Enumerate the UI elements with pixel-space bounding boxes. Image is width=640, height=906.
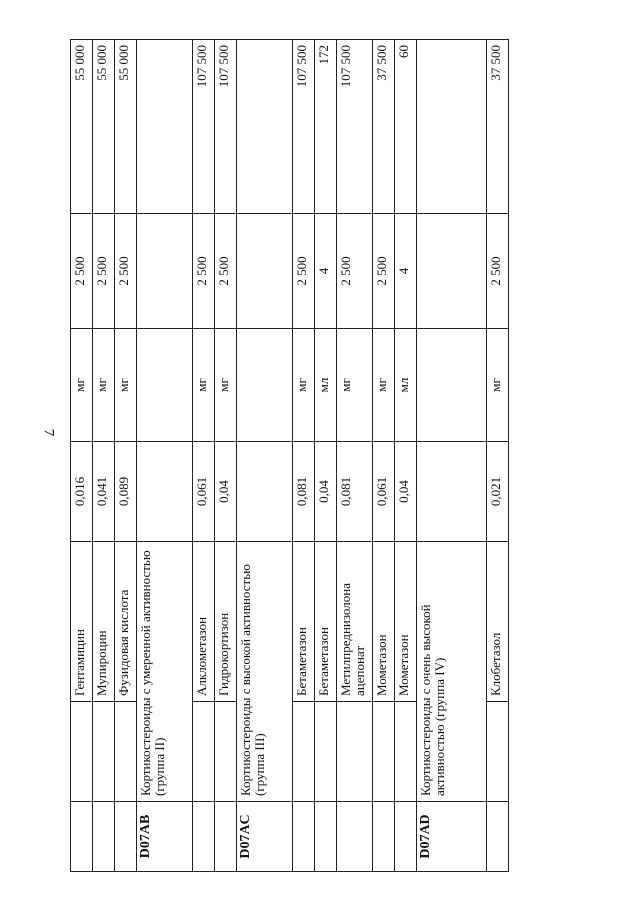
drug-name-cell: Гидрокортизон bbox=[215, 542, 237, 702]
drug-name-cell: Мометазон bbox=[373, 542, 395, 702]
table-row bbox=[395, 40, 417, 872]
atc-code-cell: D07AD bbox=[417, 802, 487, 872]
unit-cell: мг bbox=[71, 329, 93, 442]
ddd-cell: 0,041 bbox=[93, 442, 115, 542]
atc-code-cell bbox=[337, 802, 373, 872]
table-row bbox=[115, 40, 137, 872]
ddd-cell: 0,061 bbox=[193, 442, 215, 542]
dose-cell: 2 500 bbox=[337, 214, 373, 329]
group-cell: Кортикостероиды с умеренной активностью (группа II) bbox=[137, 542, 193, 802]
table-row bbox=[417, 40, 487, 872]
ddd-cell: 0,016 bbox=[71, 442, 93, 542]
page-number: 7 bbox=[40, 428, 57, 437]
ddd-cell: 0,04 bbox=[395, 442, 417, 542]
drug-name-cell: Гентамицин bbox=[71, 542, 93, 702]
dose-cell: 2 500 bbox=[115, 214, 137, 329]
total-cell: 107 500 bbox=[193, 40, 215, 214]
total-cell bbox=[237, 40, 293, 214]
dose-cell: 2 500 bbox=[193, 214, 215, 329]
drug-name-cell: Бетаметазон bbox=[315, 542, 337, 702]
total-cell: 55 000 bbox=[115, 40, 137, 214]
atc-code-cell: D07AC bbox=[237, 802, 293, 872]
total-cell: 60 bbox=[395, 40, 417, 214]
table-row bbox=[215, 40, 237, 872]
dose-cell: 2 500 bbox=[487, 214, 509, 329]
atc-code-cell bbox=[373, 802, 395, 872]
dose-cell: 2 500 bbox=[373, 214, 395, 329]
total-cell: 107 500 bbox=[337, 40, 373, 214]
atc-code-cell bbox=[293, 802, 315, 872]
dose-cell: 2 500 bbox=[215, 214, 237, 329]
group-cell bbox=[373, 702, 395, 802]
drug-name-cell: Клобетазол bbox=[487, 542, 509, 702]
ddd-cell: 0,04 bbox=[215, 442, 237, 542]
table-row bbox=[293, 40, 315, 872]
atc-code-cell bbox=[71, 802, 93, 872]
unit-cell: мг bbox=[193, 329, 215, 442]
unit-cell bbox=[137, 329, 193, 442]
group-cell bbox=[71, 702, 93, 802]
ddd-cell: 0,081 bbox=[293, 442, 315, 542]
unit-cell: мг bbox=[373, 329, 395, 442]
unit-cell bbox=[417, 329, 487, 442]
unit-cell: мг bbox=[215, 329, 237, 442]
atc-code-cell: D07AB bbox=[137, 802, 193, 872]
table-row bbox=[487, 40, 509, 872]
table-row bbox=[337, 40, 373, 872]
group-cell bbox=[337, 702, 373, 802]
table-row bbox=[137, 40, 193, 872]
dose-cell bbox=[417, 214, 487, 329]
unit-cell: мг bbox=[93, 329, 115, 442]
total-cell: 37 500 bbox=[373, 40, 395, 214]
drug-table bbox=[70, 39, 509, 872]
ddd-cell bbox=[237, 442, 293, 542]
group-cell bbox=[487, 702, 509, 802]
atc-code-cell bbox=[115, 802, 137, 872]
table-row bbox=[315, 40, 337, 872]
drug-name-cell: Мометазон bbox=[395, 542, 417, 702]
unit-cell bbox=[237, 329, 293, 442]
ddd-cell: 0,021 bbox=[487, 442, 509, 542]
unit-cell: мг bbox=[487, 329, 509, 442]
group-cell bbox=[115, 702, 137, 802]
unit-cell: мг bbox=[115, 329, 137, 442]
atc-code-cell bbox=[215, 802, 237, 872]
total-cell: 107 500 bbox=[215, 40, 237, 214]
atc-code-cell bbox=[315, 802, 337, 872]
group-cell bbox=[93, 702, 115, 802]
drug-name-cell: Алклометазон bbox=[193, 542, 215, 702]
unit-cell: мл bbox=[315, 329, 337, 442]
ddd-cell: 0,061 bbox=[373, 442, 395, 542]
ddd-cell: 0,04 bbox=[315, 442, 337, 542]
group-cell bbox=[293, 702, 315, 802]
group-cell bbox=[395, 702, 417, 802]
dose-cell: 4 bbox=[315, 214, 337, 329]
table-row bbox=[193, 40, 215, 872]
group-cell bbox=[215, 702, 237, 802]
drug-name-cell: Бетаметазон bbox=[293, 542, 315, 702]
ddd-cell bbox=[137, 442, 193, 542]
drug-name-cell: Метилпреднизолона ацепонат bbox=[337, 542, 373, 702]
dose-cell: 4 bbox=[395, 214, 417, 329]
total-cell: 107 500 bbox=[293, 40, 315, 214]
table-row bbox=[93, 40, 115, 872]
atc-code-cell bbox=[193, 802, 215, 872]
ddd-cell: 0,081 bbox=[337, 442, 373, 542]
total-cell: 172 bbox=[315, 40, 337, 214]
group-cell: Кортикостероиды с очень высокой активностью (группа IV) bbox=[417, 542, 487, 802]
table-row bbox=[237, 40, 293, 872]
total-cell: 55 000 bbox=[93, 40, 115, 214]
group-cell bbox=[315, 702, 337, 802]
total-cell: 55 000 bbox=[71, 40, 93, 214]
total-cell: 37 500 bbox=[487, 40, 509, 214]
unit-cell: мл bbox=[395, 329, 417, 442]
total-cell bbox=[137, 40, 193, 214]
table-row bbox=[71, 40, 93, 872]
atc-code-cell bbox=[395, 802, 417, 872]
total-cell bbox=[417, 40, 487, 214]
atc-code-cell bbox=[487, 802, 509, 872]
dose-cell bbox=[137, 214, 193, 329]
table-row bbox=[373, 40, 395, 872]
unit-cell: мг bbox=[337, 329, 373, 442]
ddd-cell bbox=[417, 442, 487, 542]
group-cell bbox=[193, 702, 215, 802]
dose-cell: 2 500 bbox=[71, 214, 93, 329]
rotated-table-wrapper bbox=[70, 40, 509, 872]
dose-cell bbox=[237, 214, 293, 329]
drug-name-cell: Мупироцин bbox=[93, 542, 115, 702]
dose-cell: 2 500 bbox=[93, 214, 115, 329]
unit-cell: мг bbox=[293, 329, 315, 442]
atc-code-cell bbox=[93, 802, 115, 872]
drug-name-cell: Фузидовая кислота bbox=[115, 542, 137, 702]
dose-cell: 2 500 bbox=[293, 214, 315, 329]
ddd-cell: 0,089 bbox=[115, 442, 137, 542]
group-cell: Кортикостероиды с высокой активностью (группа III) bbox=[237, 542, 293, 802]
